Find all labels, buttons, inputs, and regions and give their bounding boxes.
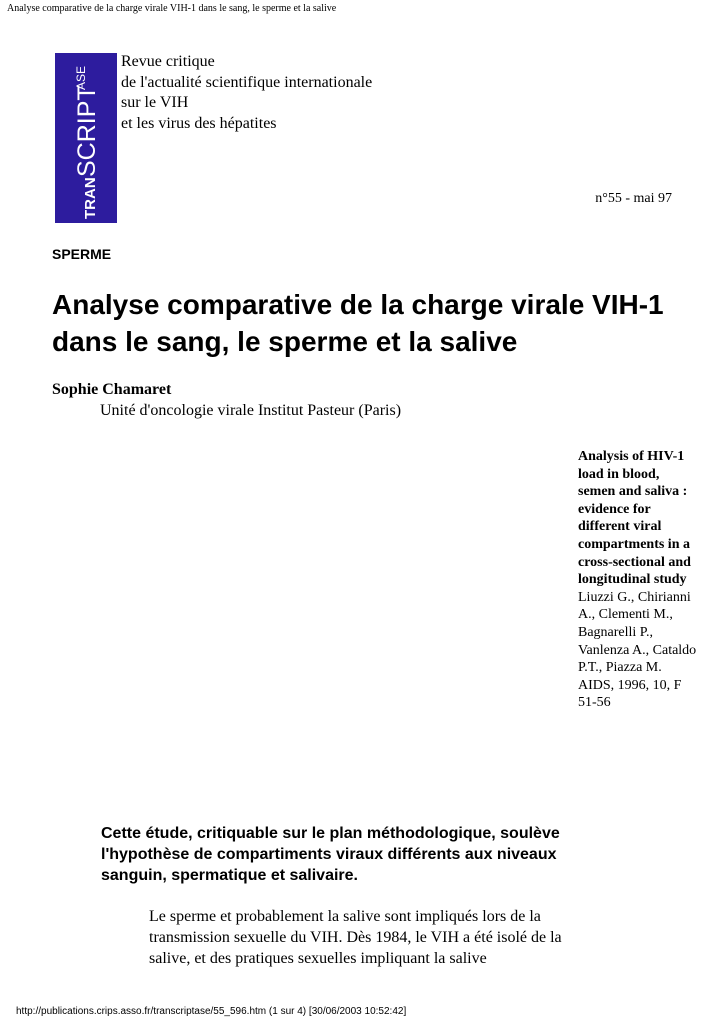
logo-text-ase: ASE <box>74 65 88 90</box>
logo-text-script: SCRIPT <box>73 85 101 177</box>
reference-citation: AIDS, 1996, 10, F 51-56 <box>578 677 682 711</box>
issue-number: n°55 - mai 97 <box>595 191 672 206</box>
transcriptase-logo <box>55 53 117 223</box>
author-affiliation: Unité d'oncologie virale Institut Pasteur (Paris) <box>100 402 402 419</box>
revue-line-3: sur le VIH <box>121 94 189 111</box>
reference-sidebar <box>578 448 698 712</box>
revue-line-2: de l'actualité scientifique internationale <box>121 73 373 91</box>
abstract: Cette étude, critiquable sur le plan méthodologique, soulève l'hypothèse de compartiments viraux différents aux niveaux sanguin, spermatique et salivaire. <box>101 825 560 884</box>
article-title: Analyse comparative de la charge virale VIH-1 dans le sang, le sperme et la salive <box>52 289 664 357</box>
body-paragraph: Le sperme et probablement la salive sont impliqués lors de la transmission sexuelle du VIH. Dès 1984, le VIH a été isolé de la salive, et des pratiques sexuelles impliquant la salive <box>149 908 562 967</box>
logo-text-tran: TRAN <box>82 177 99 219</box>
revue-description <box>121 52 372 134</box>
logo-graphic <box>55 53 117 223</box>
reference-authors: Liuzzi G., Chirianni A., Clementi M., Bagnarelli P., Vanlenza A., Cataldo P.T., Piazza M. <box>578 589 697 676</box>
section-label: SPERME <box>52 246 112 262</box>
author-name: Sophie Chamaret <box>52 381 172 398</box>
revue-line-1: Revue critique <box>121 53 215 70</box>
page-footer: http://publications.crips.asso.fr/transcriptase/55_596.htm (1 sur 4) [30/06/2003 10:52:42] <box>16 1006 407 1017</box>
revue-line-4: et les virus des hépatites <box>121 114 277 132</box>
page-header: Analyse comparative de la charge virale VIH-1 dans le sang, le sperme et la salive <box>7 3 337 14</box>
reference-title: Analysis of HIV-1 load in blood, semen and saliva : evidence for different viral compartments in a cross-sectional and longitudinal study <box>578 449 691 588</box>
